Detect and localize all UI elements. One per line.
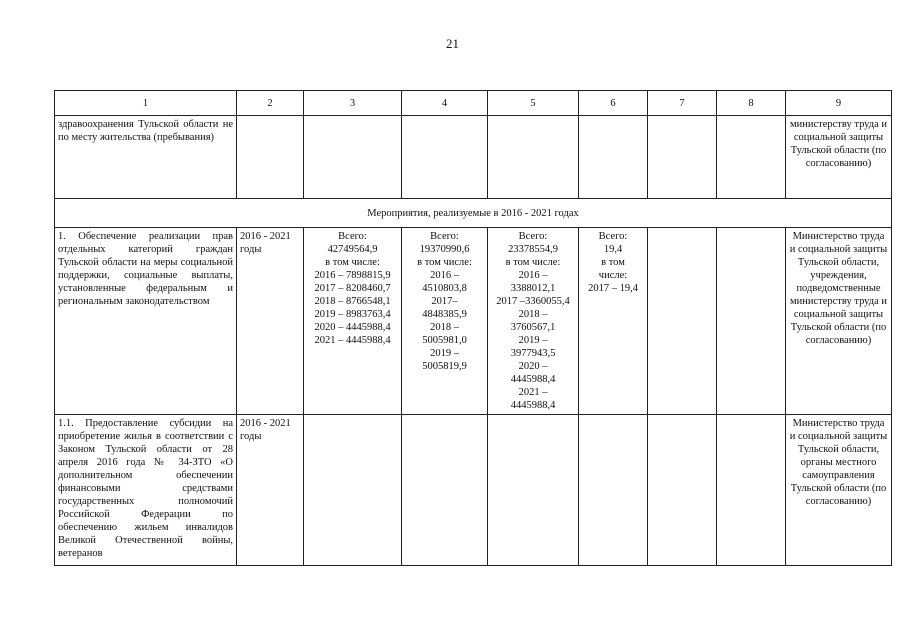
cell-line: Всего: <box>430 231 459 242</box>
continuation-measure-cell: здравоохранения Тульской области не по месту жительства (пребывания) <box>55 116 237 199</box>
continuation-executor-cell: министерству труда и социальной защиты Тульской области (по согласованию) <box>786 116 892 199</box>
cell-line: 23378554,9 <box>508 244 558 255</box>
cell-line: числе: <box>598 270 628 281</box>
cell-line: 2020 – 4445988,4 <box>314 322 391 333</box>
cell-line: 2018 – 8766548,1 <box>314 296 391 307</box>
empty-cell <box>648 116 717 199</box>
table-row-continuation <box>55 116 892 199</box>
header-cell-9: 9 <box>786 91 892 116</box>
cell-line: Всего: <box>598 231 628 242</box>
table-row-1 <box>55 228 892 415</box>
cell-line: 2016 – <box>430 270 459 281</box>
cell-line: 4445988,4 <box>510 400 556 411</box>
cell-line: 2017 – 19,4 <box>588 283 638 294</box>
empty-cell <box>488 415 579 566</box>
empty-cell <box>648 228 717 415</box>
cell-line: 2019 – <box>518 335 548 346</box>
cell-line: 3388012,1 <box>510 283 556 294</box>
cell-line: в том числе: <box>505 257 561 268</box>
cell-line: 4445988,4 <box>510 374 556 385</box>
cell-line: в том числе: <box>325 257 380 268</box>
cell-line: Всего: <box>518 231 548 242</box>
empty-cell <box>579 116 648 199</box>
cell-line: 42749564,9 <box>327 244 378 255</box>
cell-line: 4510803,8 <box>422 283 467 294</box>
cell-line: 19370990,6 <box>419 244 470 255</box>
cell-line: 5005819,9 <box>422 361 467 372</box>
section-title: Мероприятия, реализуемые в 2016 - 2021 годах <box>55 199 892 228</box>
cell-line: 2021 – 4445988,4 <box>314 335 391 346</box>
cell-line: 2018 – <box>430 322 459 333</box>
funding-local-1-cell <box>579 228 648 415</box>
header-cell-3: 3 <box>304 91 402 116</box>
header-row <box>55 91 892 116</box>
program-table <box>54 90 892 566</box>
cell-line: 2017 –3360055,4 <box>496 296 570 307</box>
empty-cell <box>717 116 786 199</box>
funding-total-1-cell <box>304 228 402 415</box>
cell-line: 3760567,1 <box>510 322 556 333</box>
empty-cell <box>237 116 304 199</box>
cell-line: 2021 – <box>518 387 548 398</box>
cell-line: 2016 – 7898815,9 <box>314 270 391 281</box>
header-cell-2: 2 <box>237 91 304 116</box>
page-number: 21 <box>446 36 459 51</box>
cell-line: в том <box>601 257 625 268</box>
table-row-1-1 <box>55 415 892 566</box>
header-cell-4: 4 <box>402 91 488 116</box>
cell-line: 2018 – <box>518 309 548 320</box>
empty-cell <box>579 415 648 566</box>
period-1-cell: 2016 - 2021 годы <box>237 228 304 415</box>
header-cell-5: 5 <box>488 91 579 116</box>
section-row <box>55 199 892 228</box>
cell-line: 2019 – 8983763,4 <box>314 309 391 320</box>
empty-cell <box>488 116 579 199</box>
executor-1-cell: Министерство труда и социальной защиты Тульской области, учреждения, подведомственные министерству труда и социальной защиты Тульской области (по согласованию) <box>786 228 892 415</box>
header-cell-8: 8 <box>717 91 786 116</box>
cell-line: 19,4 <box>603 244 623 255</box>
empty-cell <box>717 415 786 566</box>
cell-line: в том числе: <box>417 257 472 268</box>
empty-cell <box>648 415 717 566</box>
executor-1-1-cell: Министерство труда и социальной защиты Тульской области, органы местного самоуправления Тульской области (по согласованию) <box>786 415 892 566</box>
cell-line: 5005981,0 <box>422 335 467 346</box>
cell-line: 2019 – <box>430 348 459 359</box>
empty-cell <box>717 228 786 415</box>
cell-line: 2016 – <box>518 270 548 281</box>
empty-cell <box>402 415 488 566</box>
cell-line: 2017 – 8208460,7 <box>314 283 391 294</box>
period-1-1-cell: 2016 - 2021 годы <box>237 415 304 566</box>
cell-line: Всего: <box>338 231 367 242</box>
cell-line: 4848385,9 <box>422 309 467 320</box>
cell-line: 3977943,5 <box>510 348 556 359</box>
header-cell-6: 6 <box>579 91 648 116</box>
header-cell-1: 1 <box>55 91 237 116</box>
cell-line: 2020 – <box>518 361 548 372</box>
measure-1-cell: 1. Обеспечение реализации прав отдельных категорий граждан Тульской области на меры социальной поддержки, социальные выплаты, установленные федеральным и региональным законодательством <box>55 228 237 415</box>
empty-cell <box>402 116 488 199</box>
header-cell-7: 7 <box>648 91 717 116</box>
cell-line: 2017– <box>431 296 458 307</box>
funding-regional-1-cell <box>488 228 579 415</box>
empty-cell <box>304 415 402 566</box>
empty-cell <box>304 116 402 199</box>
funding-federal-1-cell <box>402 228 488 415</box>
measure-1-1-cell: 1.1. Предоставление субсидии на приобретение жилья в соответствии с Законом Тульской области от 28 апреля 2016 года № 34-ЗТО «О дополнительном обеспечении финансовыми средствами государственных полномочий Российской Федерации по обеспечению жильем инвалидов Великой Отечественной войны, ветеранов <box>55 415 237 566</box>
